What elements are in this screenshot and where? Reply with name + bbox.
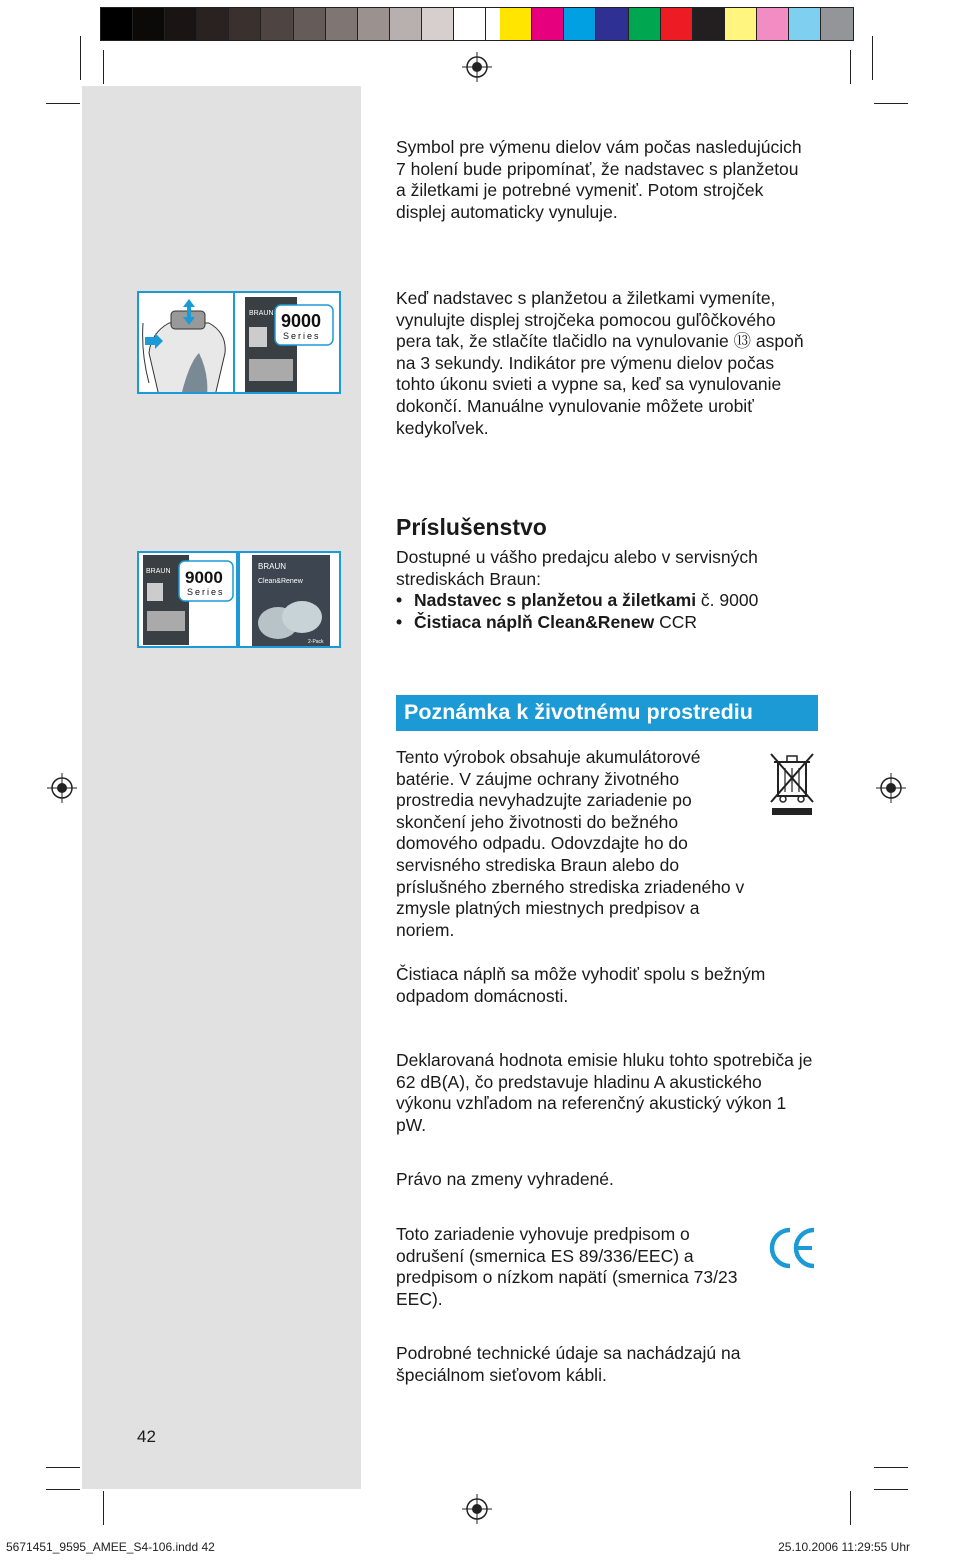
footer-timestamp: 25.10.2006 11:29:55 Uhr <box>778 1540 910 1554</box>
registration-mark-icon <box>462 1494 492 1524</box>
crop-mark <box>872 36 873 80</box>
color-calibration-bar <box>100 7 854 41</box>
blade-pack-icon <box>235 293 341 394</box>
crop-mark <box>874 1489 908 1490</box>
color-swatch <box>261 8 293 40</box>
pack-label: 2-Pack <box>308 639 324 645</box>
registration-mark-icon <box>462 52 492 82</box>
environment-heading: Poznámka k životnému prostrediu <box>404 700 753 724</box>
paragraph-text: Symbol pre výmenu dielov vám počas nasledujúcich 7 holení bude pripomínať, že nadstavec s planžetou a žiletkami je potrebné vymeniť. Potom strojček displej automaticky vynuluje. <box>396 137 802 222</box>
paragraph-technical-data <box>396 1343 816 1386</box>
paragraph-rights <box>396 1169 816 1191</box>
crop-mark <box>850 1491 851 1525</box>
color-swatch <box>454 8 486 40</box>
color-swatch <box>661 8 693 40</box>
environment-heading-bar <box>396 695 818 731</box>
accessories-heading: Príslušenstvo <box>396 514 547 540</box>
list-item-bold: Čistiaca náplň Clean&Renew <box>414 611 655 632</box>
weee-crossed-bin-icon <box>768 750 816 816</box>
color-swatch <box>422 8 454 40</box>
crop-mark <box>874 103 908 104</box>
crop-mark <box>46 1467 80 1468</box>
registration-mark-icon <box>876 773 906 803</box>
color-swatch <box>133 8 165 40</box>
replacement-pack-image <box>233 291 341 394</box>
paragraph-text: Keď nadstavec s planžetou a žiletkami vymeníte, vynulujte displej strojčeka pomocou guľôčkového pera tak, že stlačíte tlačidlo na vynulovanie ⑬ aspoň na 3 sekundy. Indikátor pre výmenu dielov počas tohto úkonu svieti a vypne sa, keď sa vynulovanie dokončí. Manuálne vynulovanie môžete urobiť kedykoľvek. <box>396 288 804 438</box>
color-swatch <box>390 8 422 40</box>
brand-label: BRAUN <box>249 310 274 317</box>
color-swatch <box>789 8 821 40</box>
list-item <box>396 612 816 634</box>
series-label: Series <box>187 587 225 597</box>
model-number: 9000 <box>185 568 223 587</box>
paragraph-noise <box>396 1050 816 1136</box>
crop-mark <box>103 50 104 84</box>
paragraph-ce-compliance <box>396 1224 741 1310</box>
footer-file-info: 5671451_9595_AMEE_S4-106.indd 42 <box>6 1540 215 1554</box>
paragraph-text: Toto zariadenie vyhovuje predpisom o odrušení (smernica ES 89/336/EEC) a predpisom o nízkom napätí (smernica 73/23 EEC). <box>396 1224 738 1309</box>
crop-mark <box>850 50 851 84</box>
paragraph-environment <box>396 747 752 941</box>
paragraph-replacement-symbol <box>396 137 811 223</box>
shaver-reset-illustration <box>137 291 233 394</box>
crop-mark <box>103 1491 104 1525</box>
paragraph-text: Čistiaca náplň sa môže vyhodiť spolu s bežným odpadom domácnosti. <box>396 964 766 1006</box>
paragraph-cartridge-disposal <box>396 964 816 1007</box>
color-swatch <box>101 8 133 40</box>
registration-mark-icon <box>47 773 77 803</box>
paragraph-text: Podrobné technické údaje sa nachádzajú na špeciálnom sieťovom kábli. <box>396 1343 741 1385</box>
color-swatch <box>821 8 853 40</box>
color-swatch <box>596 8 628 40</box>
brand-label: BRAUN <box>258 562 287 571</box>
cartridge-pack-icon <box>240 553 341 648</box>
list-item-rest: CCR <box>654 611 697 632</box>
clean-renew-label: Clean&Renew <box>258 578 303 585</box>
accessory-blade-pack-image <box>137 551 238 648</box>
clean-renew-cartridge-image <box>238 551 341 648</box>
crop-mark <box>46 103 80 104</box>
color-swatch <box>564 8 596 40</box>
color-swatch <box>294 8 326 40</box>
color-swatch <box>197 8 229 40</box>
color-swatch <box>629 8 661 40</box>
list-item <box>396 590 816 612</box>
brand-label: BRAUN <box>146 568 171 575</box>
color-swatch <box>229 8 261 40</box>
paragraph-text: Deklarovaná hodnota emisie hluku tohto spotrebiča je 62 dB(A), čo predstavuje hladinu A akustického výkonu vzhľadom na referenčný akustický výkon 1 pW. <box>396 1050 813 1135</box>
paragraph-reset-display <box>396 288 811 439</box>
page-number: 42 <box>137 1427 156 1446</box>
color-swatch <box>532 8 564 40</box>
list-item-rest: č. 9000 <box>696 590 759 611</box>
crop-mark <box>46 1489 80 1490</box>
color-swatch <box>725 8 757 40</box>
crop-mark <box>80 36 81 80</box>
color-swatch <box>326 8 358 40</box>
model-number: 9000 <box>281 311 322 331</box>
paragraph-text: Tento výrobok obsahuje akumulátorové batérie. V záujme ochrany životného prostredia nevyhadzujte zariadenie po skončení jeho životnosti do bežného domového odpadu. Odovzdajte ho do servisného strediska Braun alebo do príslušného zberného strediska zriadeného v zmysle platných miestnych predpisov a noriem. <box>396 747 745 940</box>
color-swatch <box>693 8 725 40</box>
ce-mark-icon <box>768 1226 818 1270</box>
color-swatch <box>358 8 390 40</box>
color-swatch <box>500 8 532 40</box>
series-label: Series <box>283 331 321 341</box>
color-swatch <box>757 8 789 40</box>
accessories-intro: Dostupné u vášho predajcu alebo v servisných strediskách Braun: <box>396 547 758 589</box>
paragraph-text: Právo na zmeny vyhradené. <box>396 1169 614 1189</box>
blade-pack-icon <box>139 553 238 648</box>
crop-mark <box>874 1467 908 1468</box>
accessories-list <box>396 590 816 633</box>
shaver-hand-icon <box>139 293 233 394</box>
color-swatch <box>165 8 197 40</box>
list-item-bold: Nadstavec s planžetou a žiletkami <box>414 590 697 611</box>
accessories-block <box>396 547 816 633</box>
